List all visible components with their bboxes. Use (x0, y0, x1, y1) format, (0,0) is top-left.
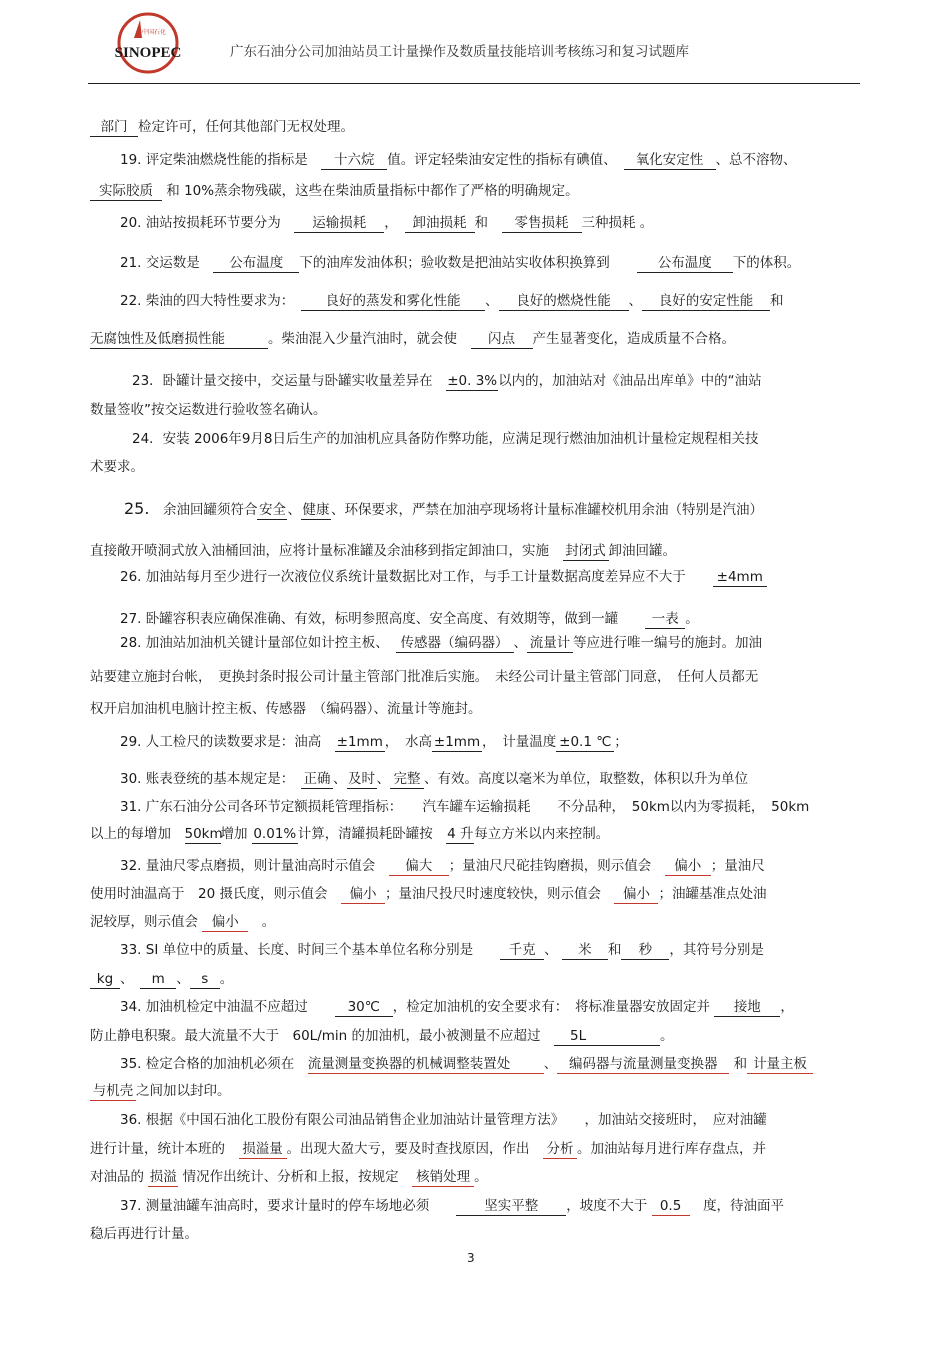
answer-blank: ±1mm (336, 734, 383, 750)
answer-blank: 0.5 (652, 1198, 690, 1216)
answer-blank: m (140, 971, 176, 989)
q31-line-1: 31. 广东石油分公司各环节定额损耗管理指标： 汽车罐车运输损耗 不分品种， 50km以内为零损耗， 50km (120, 799, 810, 815)
answer-blank: 完整 (390, 771, 424, 789)
answer-blank: 50km (184, 826, 223, 842)
header-title: 广东石油分公司加油站员工计量操作及数质量技能培训考核练习和复习试题库 (230, 44, 689, 60)
answer-blank: 千克 (500, 942, 544, 960)
answer-blank: 公布温度 (213, 255, 299, 273)
q35-line-2: 与机壳 之间加以封印。 (90, 1082, 231, 1101)
q23-line-1: 23．卧罐计量交接中，交运量与卧罐实收量差异在 ±0. 3%以内的，加油站对《油品出库单》中的“油站 (132, 373, 762, 389)
logo-wordmark: SINOPEC (114, 45, 182, 61)
logo-small-text: 中国石化 (141, 29, 167, 36)
q25-line-1: 25. 余油回罐须符合 安全 、 健康 、环保要求，严禁在加油亭现场将计量标准罐校机用余油（特别是汽油） (124, 499, 763, 518)
q35-line-1: 35. 检定合格的加油机必须在 流量测量变换器的机械调整装置处 、 编码器与流量测量变换器 和 计量主板 (120, 1055, 813, 1074)
answer-blank: 编码器与流量测量变换器 (557, 1056, 729, 1074)
q23-line-2: 数量签收”按交运数进行验收签名确认。 (90, 402, 327, 418)
q32-line-1: 32. 量油尺零点磨损，则计量油高时示值会 偏大 ；量油尺尺砣挂钩磨损，则示值会 偏小 ；量油尺 (120, 858, 765, 874)
q18-line: 部门 检定许可，任何其他部门无权处理。 (90, 118, 354, 137)
q27-line: 27. 卧罐容积表应确保准确、有效，标明参照高度、安全高度、有效期等，做到一罐 一表 。 (120, 611, 699, 627)
answer-blank: 偏大 (389, 858, 449, 876)
answer-blank: 正确 (301, 771, 333, 789)
q34-line-1: 34. 加油机检定中油温不应超过 30℃ ，检定加油机的安全要求有： 将标准量器安放固定并 接地 ， (120, 999, 794, 1015)
answer-blank: 损溢 (149, 1169, 177, 1185)
q24-line-2: 术要求。 (90, 459, 144, 475)
answer-blank: 封闭式 (563, 543, 609, 561)
answer-blank: 良好的燃烧性能 (499, 293, 629, 311)
answer-blank: 5L (554, 1028, 660, 1046)
page-number: 3 (467, 1251, 475, 1265)
q21-line: 21. 交运数是 公布温度 下的油库发油体积；验收数是把油站实收体积换算到 公布温度 下的体积。 (120, 255, 801, 271)
answer-blank: 安全 (258, 502, 286, 518)
q32-line-3: 泥较厚，则示值会 偏小 。 (90, 914, 276, 930)
q22-line-1: 22. 柴油的四大特性要求为： 良好的蒸发和雾化性能 、 良好的燃烧性能 、 良好的安定性能 和 (120, 293, 784, 309)
answer-blank: 偏小 (341, 886, 385, 904)
answer-blank: 闪点 (471, 331, 533, 349)
answer-blank: 30℃ (335, 999, 393, 1017)
q33-line-1: 33. SI 单位中的质量、长度、时间三个基本单位名称分别是 千克 、 米 和 秒 ，其符号分别是 (120, 942, 764, 958)
answer-blank: 无腐蚀性及低磨损性能 (90, 331, 268, 349)
answer-blank: 十六烷 (321, 152, 387, 170)
answer-blank: ±0.1 ℃ (556, 734, 614, 752)
q29-line: 29. 人工检尺的读数要求是：油高 ±1mm ， 水高 ±1mm ， 计量温度 ±0.1 ℃ ； (120, 734, 628, 750)
q22-line-2: 无腐蚀性及低磨损性能 。柴油混入少量汽油时，就会使 闪点 产生显著变化，造成质量不合格。 (90, 331, 735, 347)
q37-line-2: 稳后再进行计量。 (90, 1226, 198, 1242)
answer-blank: 一表 (645, 611, 685, 629)
answer-blank: 零售损耗 (502, 215, 582, 233)
answer-blank: kg (90, 971, 120, 989)
answer-blank: 良好的蒸发和雾化性能 (301, 293, 485, 311)
answer-blank: 卸油损耗 (405, 215, 475, 233)
answer-blank: 核销处理 (412, 1169, 474, 1187)
answer-blank: 4 升 (447, 826, 474, 842)
answer-blank: s (190, 971, 220, 989)
answer-blank: 偏小 (614, 886, 658, 904)
q28-line-1: 28. 加油站加油机关键计量部位如计控主板、 传感器（编码器） 、 流量计 等应进行唯一编号的施封。加油 (120, 635, 763, 651)
answer-blank: 流量测量变换器的机械调整装置处 (308, 1056, 544, 1074)
answer-blank: ±1mm (433, 734, 481, 750)
q34-line-2: 防止静电积聚。最大流量不大于 60L/min 的加油机，最小被测量不应超过 5L 。 (90, 1028, 674, 1044)
q36-line-2: 进行计量，统计本班的 损溢量 。出现大盈大亏，要及时查找原因，作出 分析 。加油站每月进行库存盘点，并 (90, 1141, 766, 1157)
q36-line-3: 对油品的 损溢 情况作出统计、分析和上报，按规定 核销处理 。 (90, 1169, 488, 1185)
answer-blank: 运输损耗 (294, 215, 384, 233)
answer-blank: 接地 (714, 999, 780, 1017)
answer-blank: 0.01% (253, 826, 297, 842)
answer-blank: 米 (562, 942, 608, 960)
answer-blank: 秒 (621, 942, 669, 960)
q28-line-2: 站要建立施封台帐， 更换封条时报公司计量主管部门批准后实施。 未经公司计量主管部门同意， 任何人员都无 (90, 669, 759, 685)
q19-line-1: 19. 评定柴油燃烧性能的指标是 十六烷 值。评定轻柴油安定性的指标有碘值、 氧化安定性 、总不溶物、 (120, 152, 797, 168)
q30-line: 30. 账表登统的基本规定是： 正确 、 及时 、 完整 、有效。高度以毫米为单位，取整数，体积以升为单位 (120, 771, 749, 787)
answer-blank: 偏小 (202, 914, 248, 932)
answer-blank: 公布温度 (637, 255, 733, 273)
q20-line: 20. 油站按损耗环节要分为 运输损耗 ， 卸油损耗 和 零售损耗 三种损耗 。 (120, 215, 654, 231)
answer-blank: 流量计 (527, 635, 573, 653)
answer-blank: 健康 (302, 502, 330, 518)
answer-blank: 计量主板 (747, 1056, 813, 1074)
header-divider (88, 83, 860, 84)
answer-blank: 偏小 (665, 858, 711, 876)
answer-blank: 氧化安定性 (624, 152, 716, 170)
answer-blank: 分析 (543, 1141, 577, 1159)
answer-blank: 实际胶质 (90, 183, 162, 201)
answer-blank: ±0. 3% (447, 373, 498, 389)
answer-blank: 传感器（编码器） (396, 635, 514, 653)
sinopec-logo (112, 12, 184, 74)
q28-line-3: 权开启加油机电脑计控主板、传感器 （编码器）、流量计等施封。 (90, 701, 482, 717)
answer-blank: 良好的安定性能 (642, 293, 770, 311)
q24-line-1: 24．安装 2006年9月8日后生产的加油机应具备防作弊功能，应满足现行燃油加油机计量检定规程相关技 (132, 431, 759, 447)
q25-line-2: 直接敞开喷洞式放入油桶回油，应将计量标准罐及余油移到指定卸油口，实施 封闭式 卸油回罐。 (90, 543, 676, 559)
q36-line-1: 36. 根据《中国石油化工股份有限公司油品销售企业加油站计量管理方法》 ，加油站交接班时， 应对油罐 (120, 1112, 767, 1128)
answer-blank: 损溢量 (239, 1141, 287, 1159)
answer-blank: 坚实平整 (456, 1198, 566, 1216)
answer-blank: 部门 (90, 119, 138, 137)
q33-line-2: kg 、 m 、 s 。 (90, 970, 233, 989)
answer-blank: 与机壳 (90, 1083, 136, 1101)
q31-line-2: 以上的每增加 50km增加 0.01% 计算，清罐损耗卧罐按 4 升每立方米以内来控制。 (90, 826, 610, 842)
answer-blank: 及时 (348, 771, 376, 787)
q19-line-2: 实际胶质 和 10%蒸余物残碳，这些在柴油质量指标中都作了严格的明确规定。 (90, 182, 579, 201)
answer-blank: ±4mm (713, 569, 767, 587)
q26-line: 26. 加油站每月至少进行一次液位仪系统计量数据比对工作，与手工计量数据高度差异应不大于 ±4mm (120, 568, 767, 587)
q37-line-1: 37. 测量油罐车油高时，要求计量时的停车场地必须 坚实平整 ，坡度不大于 0.5 度，待油面平 (120, 1198, 785, 1214)
q32-line-2: 使用时油温高于 20 摄氏度，则示值会 偏小 ；量油尺投尺时速度较快，则示值会 偏小 ；油罐基准点处油 (90, 886, 767, 902)
